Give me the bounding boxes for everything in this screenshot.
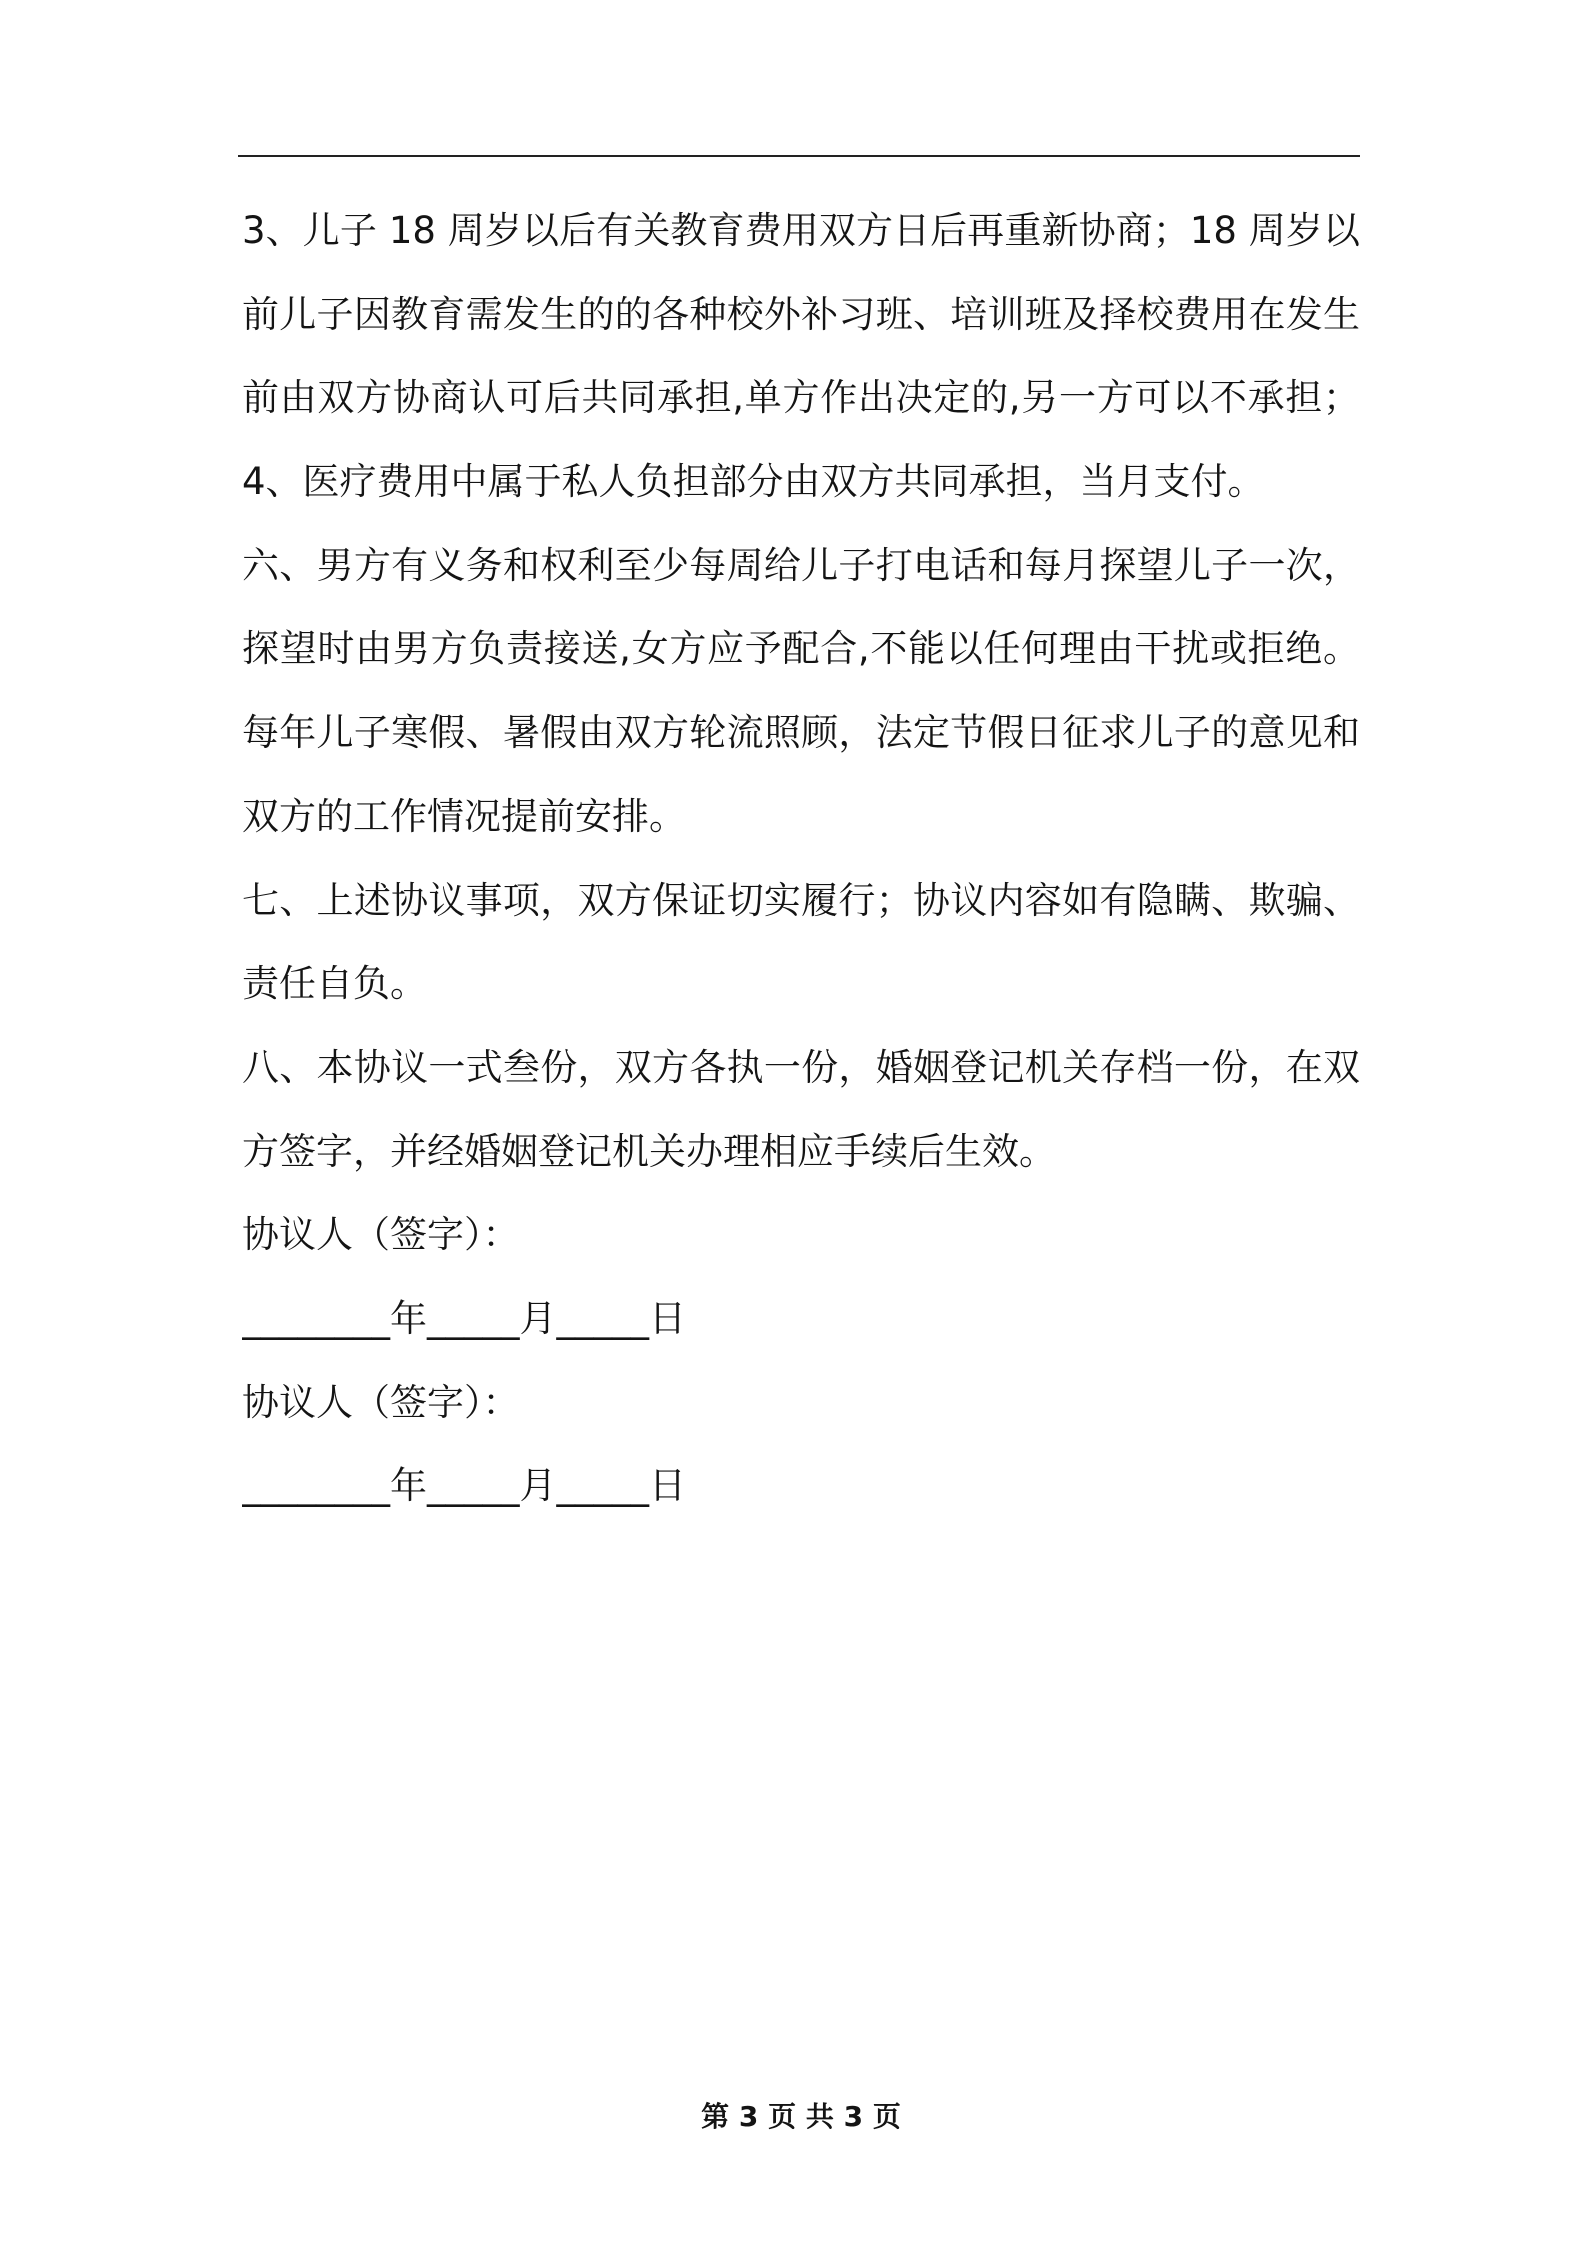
agreement-body xyxy=(242,189,1360,1528)
signature-date-blank: ________年_____月_____日 xyxy=(242,1296,686,1340)
clause-line: 七、上述协议事项，双方保证切实履行；协议内容如有隐瞒、欺骗、 xyxy=(242,878,1360,922)
clause-line: 责任自负。 xyxy=(242,962,427,1006)
signatory-label: 协议人（签字）： xyxy=(242,1213,520,1257)
signatory-label: 协议人（签字）： xyxy=(242,1380,520,1424)
clause-line: 双方的工作情况提前安排。 xyxy=(242,794,686,838)
page-number: 第 3 页 共 3 页 xyxy=(701,2100,901,2133)
clause-line: 六、男方有义务和权利至少每周给儿子打电话和每月探望儿子一次， xyxy=(242,543,1360,587)
clause-line: 4、医疗费用中属于私人负担部分由双方共同承担，当月支付。 xyxy=(242,460,1265,504)
clause-line: 前儿子因教育需发生的的各种校外补习班、培训班及择校费用在发生 xyxy=(242,292,1360,336)
clause-line: 八、本协议一式叁份，双方各执一份，婚姻登记机关存档一份，在双 xyxy=(242,1045,1360,1089)
clause-line: 前由双方协商认可后共同承担,单方作出决定的,另一方可以不承担； xyxy=(242,376,1360,420)
signature-date-blank: ________年_____月_____日 xyxy=(242,1464,686,1508)
header-rule xyxy=(238,155,1360,157)
clause-line: 方签字，并经婚姻登记机关办理相应手续后生效。 xyxy=(242,1129,1056,1173)
clause-line: 每年儿子寒假、暑假由双方轮流照顾，法定节假日征求儿子的意见和 xyxy=(242,711,1360,755)
clause-line: 3、儿子 18 周岁以后有关教育费用双方日后再重新协商；18 周岁以 xyxy=(242,209,1360,252)
clause-line: 探望时由男方负责接送,女方应予配合,不能以任何理由干扰或拒绝。 xyxy=(242,627,1360,671)
